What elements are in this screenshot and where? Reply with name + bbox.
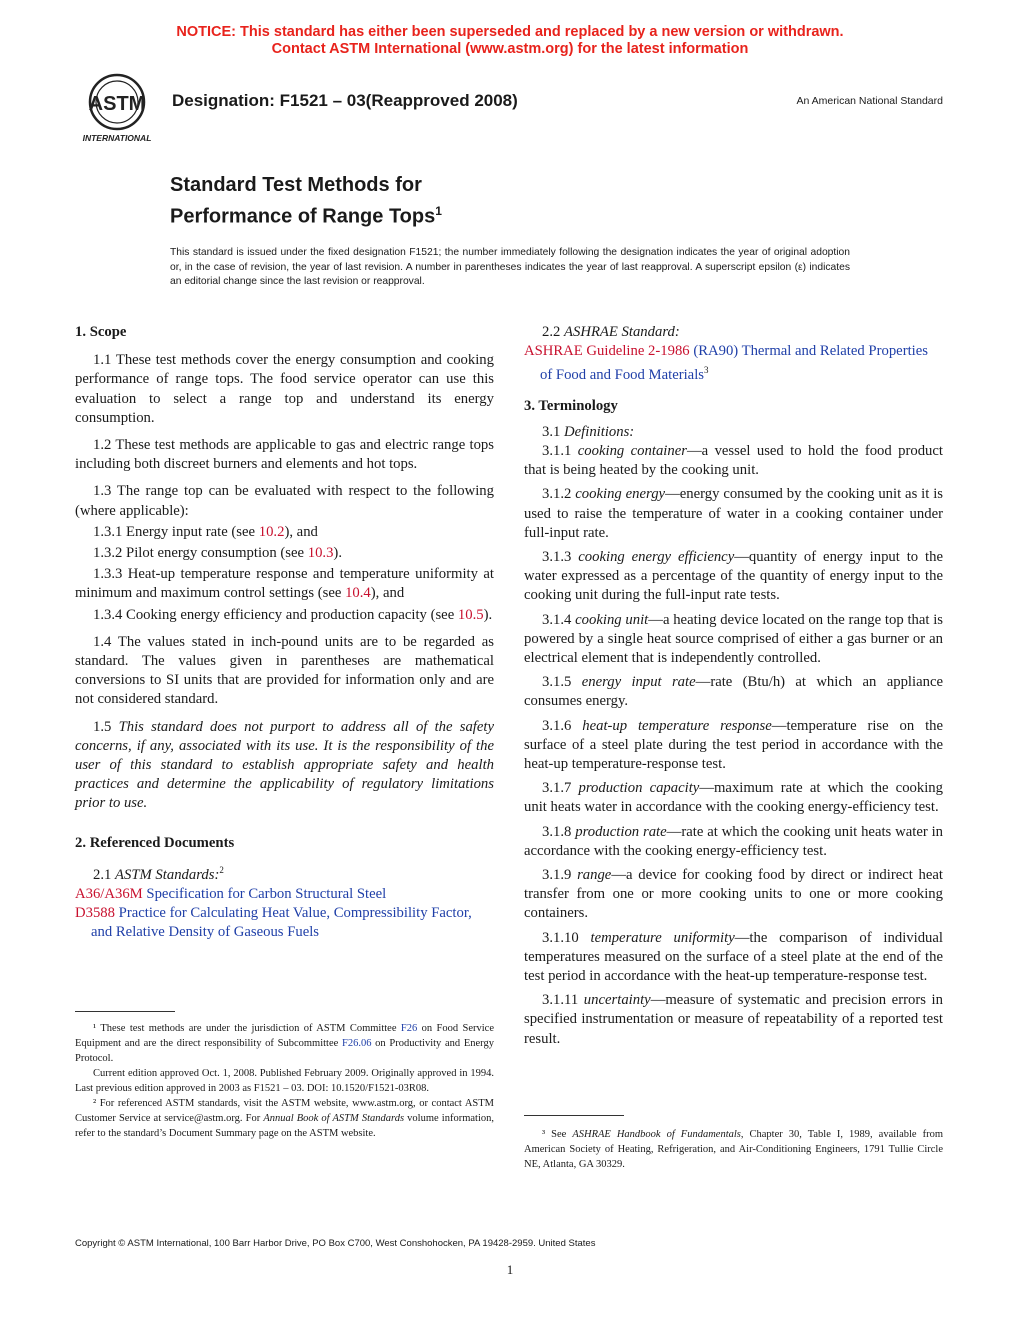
document-title [170, 172, 442, 230]
notice-line-2: Contact ASTM International (www.astm.org) for the latest information [271, 41, 749, 57]
title-footnote-ref: 1 [435, 204, 442, 218]
designation: Designation: F1521 – 03(Reapproved 2008) [172, 91, 518, 110]
para-1-3-4: 1.3.4 Cooking energy efficiency and production capacity (see 10.5). [93, 606, 493, 623]
footnote-rule-right [524, 1115, 624, 1116]
footnote-3: ³ See ASHRAE Handbook of Fundamentals, Chapter 30, Table I, 1989, available from American Society of Heating, Refrigeration, and Air-Conditioning Engineers, 1791 Tullie Circle NE, Atlanta, GA 30329. [524, 1129, 943, 1170]
ref-a36-code[interactable]: A36/A36M [75, 885, 143, 902]
para-1-3: 1.3 The range top can be evaluated with respect to the following (where applicable): [75, 483, 494, 519]
section-1-heading: 1. Scope [75, 324, 127, 340]
logo-text: ASTM [88, 93, 146, 115]
definition-item: 3.1.9 range—a device for cooking food by direct or indirect heat transfer from one or more cooking units to one or more cooking containers. [524, 866, 944, 922]
definition-item: 3.1.7 production capacity—maximum rate at which the cooking unit heats water in accordance with the cooking energy-efficiency test. [524, 780, 943, 816]
definition-item: 3.1.5 energy input rate—rate (Btu/h) at which an appliance consumes energy. [524, 674, 943, 710]
page-number: 1 [506, 1262, 514, 1277]
ref-d3588-title[interactable]: Practice for Calculating Heat Value, Compressibility Factor, and Relative Density of Gaseous Fuels [91, 905, 472, 941]
link-f26[interactable]: F26 [400, 1023, 418, 1034]
title-line-1: Standard Test Methods for [170, 174, 422, 196]
para-2-1: 2.1 ASTM Standards:$^2$ [93, 864, 224, 883]
astm-logo [72, 72, 162, 144]
para-1-5: 1.5 This standard does not purport to address all of the safety concerns, if any, associated with its use. It is the responsibility of the user of this standard to establish appropriate safety and health practices and determine the applicability of regulatory limitations prior to use. [75, 718, 495, 812]
definition-item: 3.1.10 temperature uniformity—the comparison of individual temperatures measured on the surface of a steel plate at the end of the test period in accordance with the heat-up temperature-response test. [524, 929, 943, 984]
definition-item: 3.1.8 production rate—rate at which the cooking unit heats water in accordance with the cooking energy-efficiency test. [524, 823, 944, 859]
footnote-1: ¹ These test methods are under the jurisdiction of ASTM Committee F26 on Food Service Equipment and are the direct responsibility of Subcommittee F26.06 on Productivity and Energy Protocol. [75, 1023, 495, 1064]
definition-item: 3.1.6 heat-up temperature response—temperature rise on the surface of a steel plate during the test period in accordance with the heat-up temperature-response test. [524, 717, 944, 772]
definition-item: 3.1.11 uncertainty—measure of systematic and precision errors in specified instrumentation or measure of repeatability of a reported test result. [524, 992, 943, 1047]
para-3-1: 3.1 Definitions: [542, 423, 635, 440]
left-column [75, 323, 494, 943]
ref-ashrae-code[interactable]: ASHRAE Guideline 2-1986 [524, 343, 690, 360]
para-2-2: 2.2 ASHRAE Standard: [542, 324, 680, 340]
ref-a36-title[interactable]: Specification for Carbon Structural Steel [142, 885, 387, 902]
ref-ashrae: ASHRAE Guideline 2-1986 (RA90) Thermal and Related Properties of Food and Food Materials$^3$ [524, 343, 928, 384]
footnote-2: ² For referenced ASTM standards, visit the ASTM website, www.astm.org, or contact ASTM Customer Service at service@astm.org. For Annual Book of ASTM Standards volume information, refer to the standard’s Document Summary page on the ASTM website. [75, 1098, 494, 1139]
footnote-rule-left [75, 1011, 175, 1012]
ref-ashrae-title[interactable]: (RA90) Thermal and Related Properties of Food and Food Materials [540, 343, 928, 384]
withdrawn-notice [0, 24, 1020, 58]
para-1-4: 1.4 The values stated in inch-pound units are to be regarded as standard. The values given in parentheses are mathematical conversions to SI units that are provided for information only and are not considered standard. [75, 633, 494, 708]
ref-d3588-code[interactable]: D3588 [75, 905, 115, 922]
para-1-3-3: 1.3.3 Heat-up temperature response and temperature uniformity at minimum and maximum control settings (see 10.4), and [75, 566, 494, 602]
footnote-1-edition: Current edition approved Oct. 1, 2008. Published February 2009. Originally approved in 1994. Last previous edition approved in 2003 as F1521 – 03. DOI: 10.1520/F1521-03R08. [75, 1068, 494, 1094]
link-10-5[interactable]: 10.5 [457, 606, 484, 623]
title-line-2: Performance of Range Tops [170, 205, 436, 228]
footnotes-left [75, 1021, 494, 1141]
section-3-heading: 3. Terminology [524, 397, 618, 414]
link-10-3[interactable]: 10.3 [307, 545, 334, 562]
ref-d3588 [75, 904, 494, 942]
notice-line-1: NOTICE: This standard has either been superseded and replaced by a new version or withdrawn. [176, 24, 844, 40]
logo-subtext: INTERNATIONAL [82, 133, 152, 143]
ref-a36 [75, 885, 494, 904]
footnotes-right [524, 1127, 943, 1172]
definitions-list [524, 442, 943, 1049]
link-10-2[interactable]: 10.2 [258, 523, 285, 540]
definition-item: 3.1.3 cooking energy efficiency—quantity of energy input to the water expressed as a percentage of the quantity of energy input to the cooking unit during the full-input rate tests. [524, 548, 943, 604]
right-column [524, 323, 943, 1049]
para-1-3-1: 1.3.1 Energy input rate (see 10.2), and [93, 523, 318, 540]
definition-item: 3.1.2 cooking energy—energy consumed by the cooking unit as it is used to raise the temperature of water in a cooking container under full-input rate. [524, 486, 944, 541]
link-f26-06[interactable]: F26.06 [342, 1038, 372, 1049]
para-1-1: 1.1 These test methods cover the energy consumption and cooking performance of range tops. The food service operator can use this evaluation to select a range top and understand its energy consumption. [75, 352, 494, 426]
intro-paragraph: This standard is issued under the fixed designation F1521; the number immediately following the designation indicates the year of original adoption or, in the case of revision, the year of last revision. A number in parentheses indicates the year of last reapproval. A superscript epsilon (ε) indicates an editorial change since the last revision or reapproval. [170, 247, 850, 287]
link-10-4[interactable]: 10.4 [345, 585, 371, 602]
definition-item: 3.1.1 cooking container—a vessel used to hold the food product that is being heated by the cooking unit. [524, 442, 944, 479]
copyright-notice: Copyright © ASTM International, 100 Barr Harbor Drive, PO Box C700, West Conshohocken, PA 19428-2959. United States [75, 1238, 596, 1249]
section-2-heading: 2. Referenced Documents [75, 834, 235, 851]
definition-item: 3.1.4 cooking unit—a heating device located on the range top that is powered by a single heat source comprised of either a gas burner or an electrical element that is independently controlled. [524, 611, 944, 666]
para-1-2: 1.2 These test methods are applicable to gas and electric range tops including both discreet burners and elements and hot tops. [75, 437, 494, 473]
national-standard-label: An American National Standard [796, 95, 943, 107]
para-1-3-2: 1.3.2 Pilot energy consumption (see 10.3). [93, 545, 342, 562]
